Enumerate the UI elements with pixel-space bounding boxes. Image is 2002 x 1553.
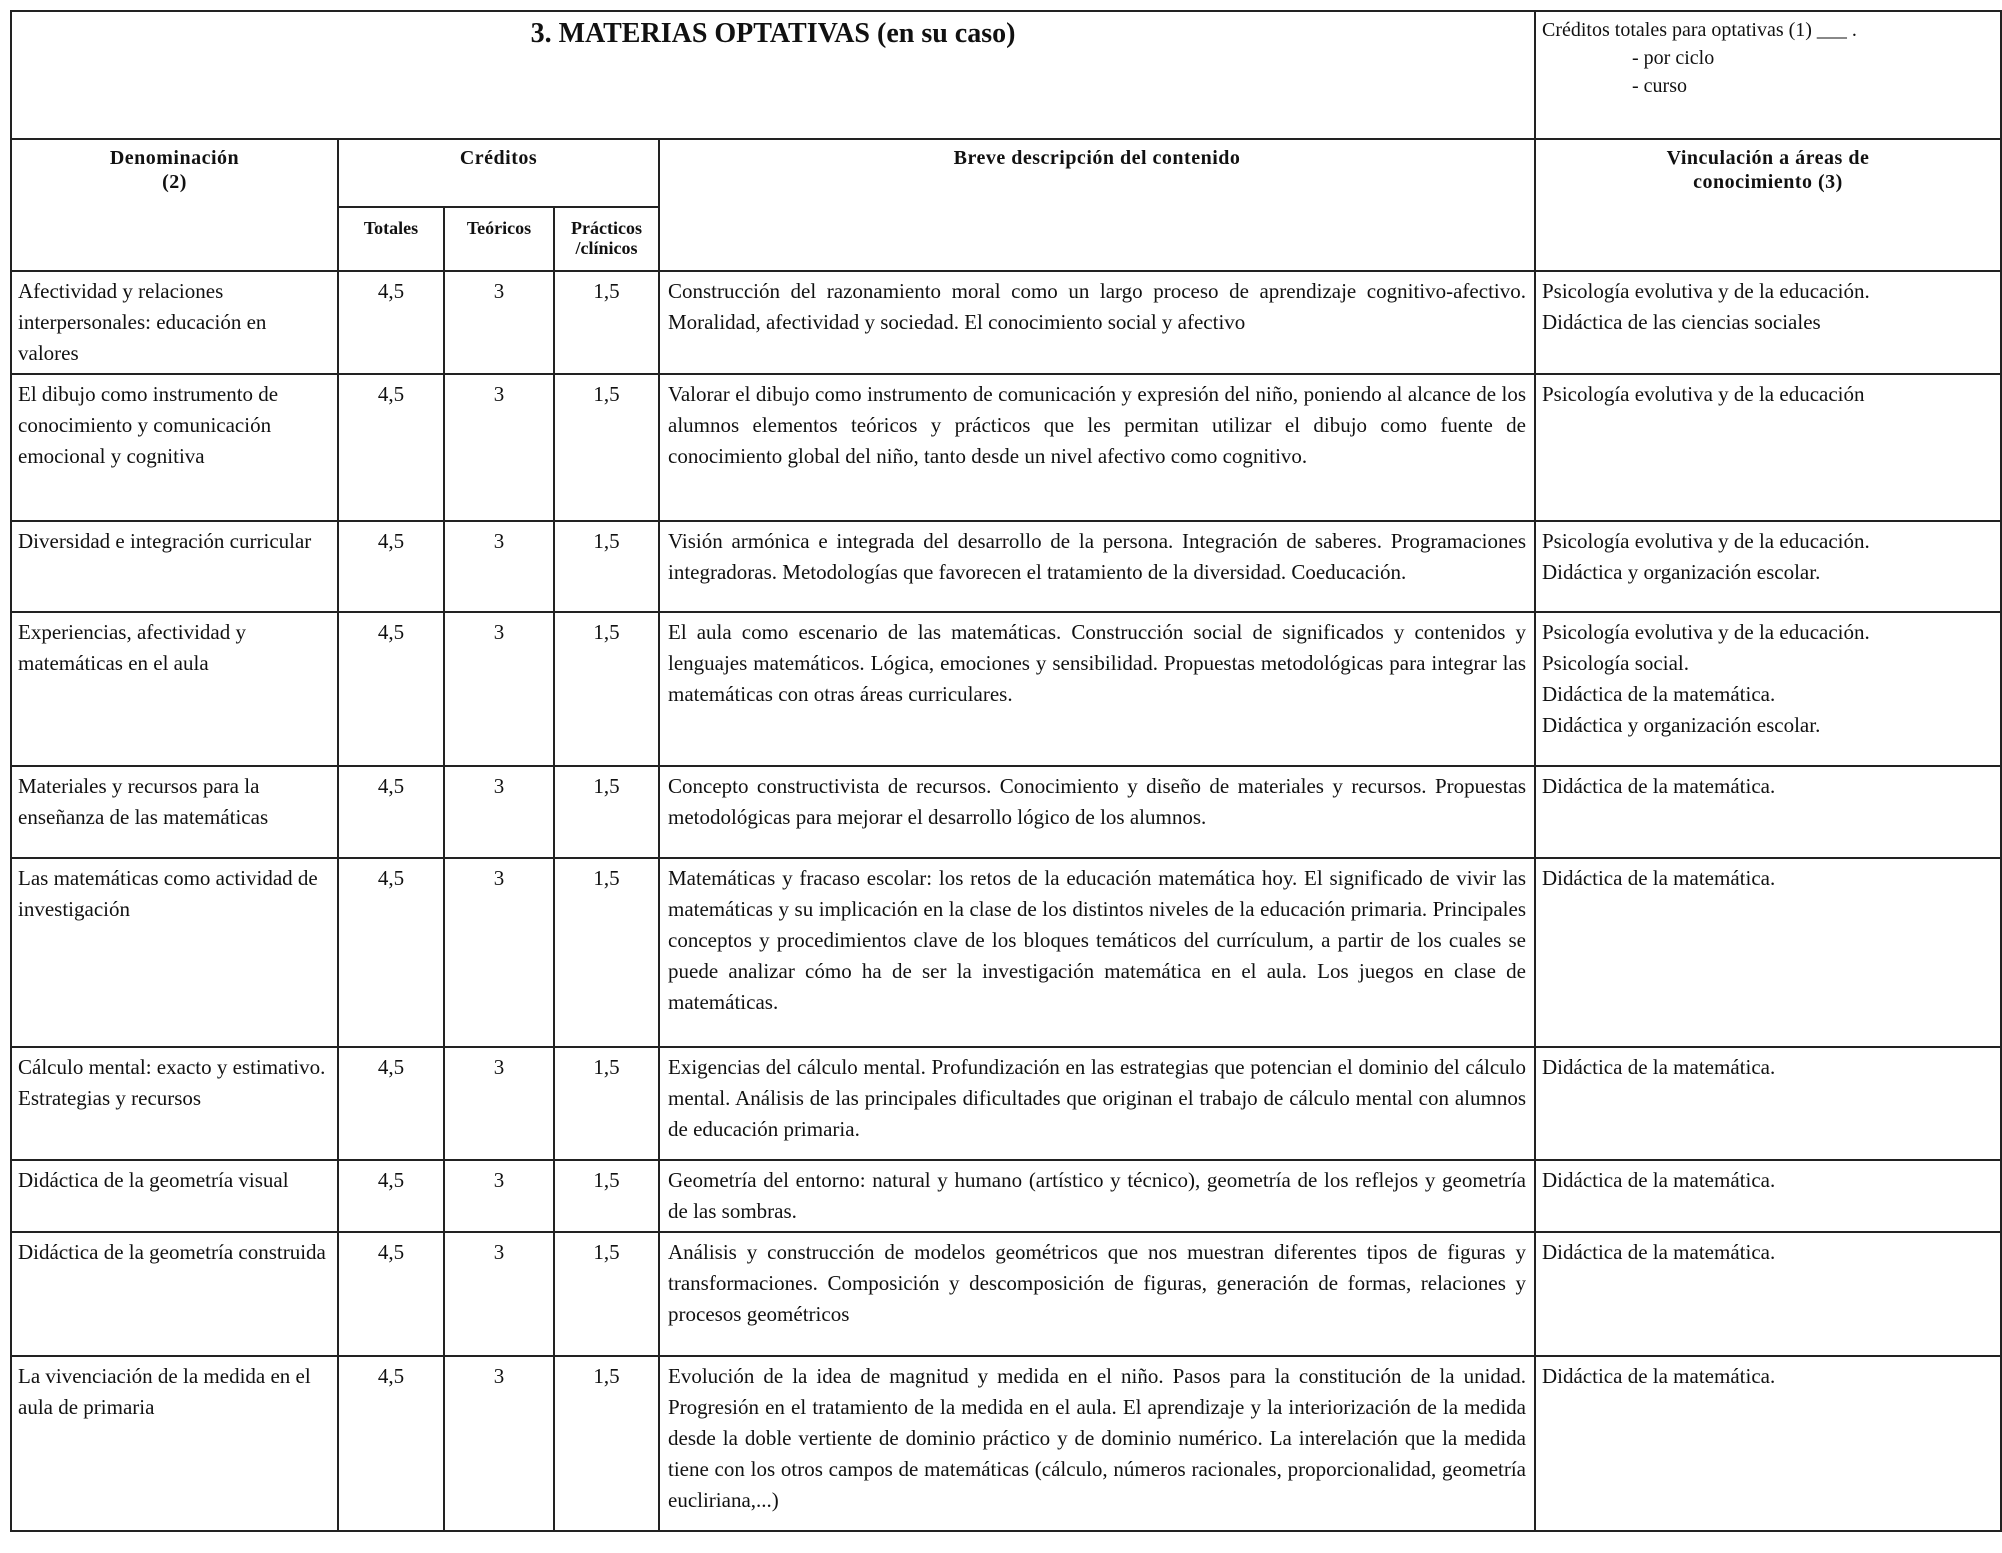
credits-teoricos: 3 <box>444 1356 554 1531</box>
subject-name: Materiales y recursos para la enseñanza de las matemáticas <box>11 766 338 858</box>
subject-name: El dibujo como instrumento de conocimiento y comunicación emocional y cognitiva <box>11 374 338 521</box>
table-row <box>11 521 2001 612</box>
knowledge-area: Didáctica de las ciencias sociales <box>1542 310 1821 334</box>
knowledge-area: Didáctica y organización escolar. <box>1542 713 1821 737</box>
knowledge-area: Psicología evolutiva y de la educación. <box>1542 279 1870 303</box>
credits-teoricos: 3 <box>444 766 554 858</box>
table-row <box>11 1232 2001 1356</box>
knowledge-areas <box>1535 1356 2001 1531</box>
table-row <box>11 858 2001 1047</box>
header-denominacion-note: (2) <box>162 171 187 193</box>
knowledge-area: Didáctica de la matemática. <box>1542 1364 1776 1388</box>
title-row <box>11 11 2001 139</box>
knowledge-areas <box>1535 374 2001 521</box>
knowledge-area: Psicología evolutiva y de la educación. <box>1542 529 1870 553</box>
credits-teoricos: 3 <box>444 521 554 612</box>
subject-description: Análisis y construcción de modelos geométricos que nos muestran diferentes tipos de figuras y transformaciones. Composición y descomposición de figuras, generación de formas, relaciones y procesos geométricos <box>659 1232 1535 1356</box>
knowledge-area: Didáctica de la matemática. <box>1542 1055 1776 1079</box>
knowledge-areas <box>1535 858 2001 1047</box>
credits-totales: 4,5 <box>338 858 444 1047</box>
header-teoricos: Teóricos <box>444 207 554 271</box>
credits-teoricos: 3 <box>444 1160 554 1232</box>
subject-name: Didáctica de la geometría construida <box>11 1232 338 1356</box>
knowledge-area: Psicología social. <box>1542 651 1689 675</box>
subject-name: La vivenciación de la medida en el aula de primaria <box>11 1356 338 1531</box>
credits-practicos: 1,5 <box>554 271 659 374</box>
table-row <box>11 1047 2001 1160</box>
credits-per-course: - curso <box>1632 75 1687 97</box>
table-row <box>11 271 2001 374</box>
knowledge-areas <box>1535 521 2001 612</box>
credits-teoricos: 3 <box>444 858 554 1047</box>
knowledge-area: Psicología evolutiva y de la educación <box>1542 382 1865 406</box>
table-row <box>11 1160 2001 1232</box>
header-denominacion <box>11 139 338 271</box>
credits-practicos: 1,5 <box>554 1160 659 1232</box>
credits-totales: 4,5 <box>338 1232 444 1356</box>
table-row <box>11 374 2001 521</box>
subject-description: Exigencias del cálculo mental. Profundización en las estrategias que potencian el dominio del cálculo mental. Análisis de las principales dificultades que originan el trabajo de cálculo mental con alumnos de educación primaria. <box>659 1047 1535 1160</box>
document-sheet <box>10 10 2000 1532</box>
credits-per-cycle: - por ciclo <box>1632 47 1715 69</box>
credits-practicos: 1,5 <box>554 858 659 1047</box>
table-row <box>11 766 2001 858</box>
credits-practicos: 1,5 <box>554 521 659 612</box>
knowledge-area: Didáctica de la matemática. <box>1542 682 1776 706</box>
table-row <box>11 1356 2001 1531</box>
subject-description: Valorar el dibujo como instrumento de comunicación y expresión del niño, poniendo al alcance de los alumnos elementos teóricos y prácticos que les permitan utilizar el dibujo como fuente de conocimiento global del niño, tanto desde un nivel afectivo como cognitivo. <box>659 374 1535 521</box>
credits-practicos: 1,5 <box>554 612 659 766</box>
credits-totales: 4,5 <box>338 374 444 521</box>
credits-teoricos: 3 <box>444 1232 554 1356</box>
subject-name: Cálculo mental: exacto y estimativo. Estrategias y recursos <box>11 1047 338 1160</box>
credits-totales: 4,5 <box>338 271 444 374</box>
subject-description: Evolución de la idea de magnitud y medida en el niño. Pasos para la constitución de la unidad. Progresión en el tratamiento de la medida en el aula. El aprendizaje y la interiorización de la medida desde la doble vertiente de dominio práctico y de dominio numérico. La interelación que la medida tiene con los otros campos de matemáticas (cálculo, números racionales, proporcionalidad, geometría eucliriana,...) <box>659 1356 1535 1531</box>
subject-name: Didáctica de la geometría visual <box>11 1160 338 1232</box>
subject-name: Diversidad e integración curricular <box>11 521 338 612</box>
credits-totales: 4,5 <box>338 766 444 858</box>
credits-total-label: Créditos totales para optativas (1) ___ . <box>1542 19 1857 41</box>
knowledge-areas <box>1535 612 2001 766</box>
credits-totales: 4,5 <box>338 1047 444 1160</box>
header-vinculacion: Vinculación a áreas de conocimiento (3) <box>1535 139 2001 271</box>
credits-practicos: 1,5 <box>554 1232 659 1356</box>
knowledge-areas <box>1535 1047 2001 1160</box>
knowledge-areas <box>1535 271 2001 374</box>
credits-practicos: 1,5 <box>554 1047 659 1160</box>
subject-name: Las matemáticas como actividad de investigación <box>11 858 338 1047</box>
credits-practicos: 1,5 <box>554 1356 659 1531</box>
knowledge-area: Didáctica de la matemática. <box>1542 774 1776 798</box>
subject-description: El aula como escenario de las matemáticas. Construcción social de significados y contenidos y lenguajes matemáticos. Lógica, emociones y sensibilidad. Propuestas metodológicas para integrar las matemáticas con otras áreas curriculares. <box>659 612 1535 766</box>
credits-totales: 4,5 <box>338 612 444 766</box>
knowledge-area: Didáctica de la matemática. <box>1542 1168 1776 1192</box>
subject-description: Matemáticas y fracaso escolar: los retos de la educación matemática hoy. El significado de vivir las matemáticas y su implicación en la clase de los distintos niveles de la educación primaria. Principales conceptos y procedimientos clave de los bloques temáticos del currículum, a partir de los cuales se puede analizar cómo ha de ser la investigación matemática en el aula. Los juegos en clase de matemáticas. <box>659 858 1535 1047</box>
knowledge-area: Didáctica de la matemática. <box>1542 1240 1776 1264</box>
page-title: 3. MATERIAS OPTATIVAS (en su caso) <box>11 11 1535 139</box>
credits-totales: 4,5 <box>338 1356 444 1531</box>
header-practicos: Prácticos /clínicos <box>554 207 659 271</box>
table-row <box>11 612 2001 766</box>
knowledge-areas <box>1535 1160 2001 1232</box>
header-denominacion-label: Denominación <box>109 147 240 169</box>
knowledge-area: Didáctica y organización escolar. <box>1542 560 1821 584</box>
subject-name: Experiencias, afectividad y matemáticas en el aula <box>11 612 338 766</box>
credits-totales: 4,5 <box>338 521 444 612</box>
header-row-1 <box>11 139 2001 207</box>
credits-teoricos: 3 <box>444 1047 554 1160</box>
knowledge-area: Psicología evolutiva y de la educación. <box>1542 620 1870 644</box>
subject-description: Visión armónica e integrada del desarrollo de la persona. Integración de saberes. Programaciones integradoras. Metodologías que favorecen el tratamiento de la diversidad. Coeducación. <box>659 521 1535 612</box>
credits-teoricos: 3 <box>444 374 554 521</box>
subject-description: Concepto constructivista de recursos. Conocimiento y diseño de materiales y recursos. Propuestas metodológicas para mejorar el desarrollo lógico de los alumnos. <box>659 766 1535 858</box>
credits-teoricos: 3 <box>444 271 554 374</box>
credits-teoricos: 3 <box>444 612 554 766</box>
subject-name: Afectividad y relaciones interpersonales: educación en valores <box>11 271 338 374</box>
knowledge-area: Didáctica de la matemática. <box>1542 866 1776 890</box>
header-descripcion: Breve descripción del contenido <box>659 139 1535 271</box>
credits-practicos: 1,5 <box>554 766 659 858</box>
knowledge-areas <box>1535 1232 2001 1356</box>
optional-subjects-table <box>10 10 2002 1532</box>
header-totales: Totales <box>338 207 444 271</box>
subject-description: Geometría del entorno: natural y humano (artístico y técnico), geometría de los reflejos y geometría de las sombras. <box>659 1160 1535 1232</box>
knowledge-areas <box>1535 766 2001 858</box>
subject-description: Construcción del razonamiento moral como un largo proceso de aprendizaje cognitivo-afectivo. Moralidad, afectividad y sociedad. El conocimiento social y afectivo <box>659 271 1535 374</box>
credits-practicos: 1,5 <box>554 374 659 521</box>
header-creditos: Créditos <box>338 139 659 207</box>
credits-total-box <box>1535 11 2001 139</box>
credits-totales: 4,5 <box>338 1160 444 1232</box>
